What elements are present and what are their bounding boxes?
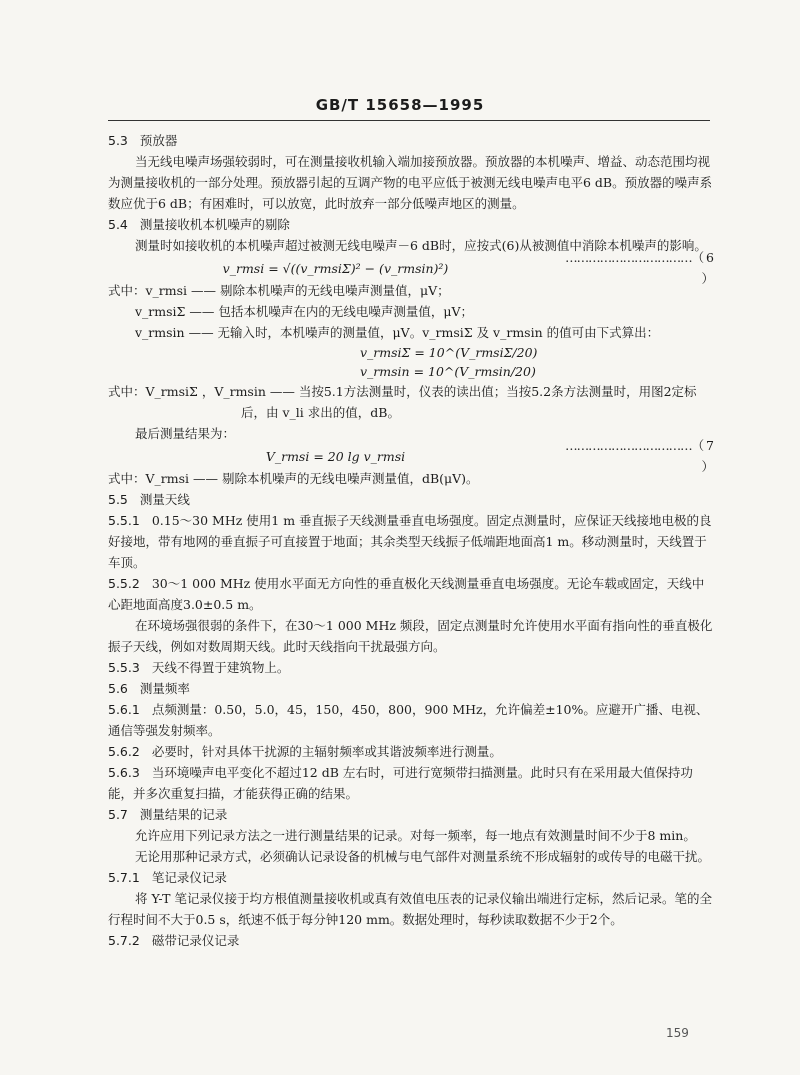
where-7: 式中：V_rmsi —— 剔除本机噪声的无线电噪声测量值，dB(μV)。 [108,471,479,486]
section-5-6-heading: 5.6 测量频率 [108,681,190,696]
header-rule [108,120,710,121]
document-body [108,130,713,951]
paragraph-5-6-3: 5.6.3 当环境噪声电平变化不超过12 dB 左右时，可进行宽频带扫描测量。此时只有在采用最大值保持功能，并多次重复扫描，才能获得正确的结果。 [108,765,693,801]
page-number: 159 [666,1026,689,1040]
paragraph-5-5-2: 5.5.2 30～1 000 MHz 使用水平面无方向性的垂直极化天线测量垂直电场强度。无论车载或固定，天线中心距地面高度3.0±0.5 m。 [108,576,705,612]
equation-6 [108,250,713,286]
paragraph-5-5-1: 5.5.1 0.15～30 MHz 使用1 m 垂直振子天线测量垂直电场强度。固定点测量时，应保证天线接地电极的良好接地，带有地网的垂直振子可直接置于地面；其余类型天线振子低端距地面高1 m。移动测量时，天线置于车顶。 [108,513,712,570]
equation-7 [108,438,713,474]
where-6-line-2: v_rmsiΣ —— 包括本机噪声在内的无线电噪声测量值，μV； [135,304,473,319]
paragraph-5-5-3: 5.5.3 天线不得置于建筑物上。 [108,660,290,675]
paragraph-5-7-1: 将 Y-T 笔记录仪接于均方根值测量接收机或真有效值电压表的记录仪输出端进行定标，然后记录。笔的全行程时间不大于0.5 s，纸速不低于每分钟120 mm。数据处理时，每秒读取数据不少于2个。 [108,891,712,927]
paragraph-5-4: 测量时如接收机的本机噪声超过被测无线电噪声－6 dB时，应按式(6)从被测值中消除本机噪声的影响。 [135,238,707,253]
equation-7-number: ……………………………（ 7 ） [565,438,713,474]
equation-7-formula: V_rmsi = 20 lg v_rmsi [265,448,406,464]
paragraph-5-3: 当无线电噪声场强较弱时，可在测量接收机输入端加接预放器。预放器的本机噪声、增益、动态范围均视为测量接收机的一部分处理。预放器引起的互调产物的电平应低于被测无线电噪声电平6 dB。预放器的噪声系数应优于6 dB；有困难时，可以放宽，此时放弃一部分低噪声地区的测量。 [108,154,713,211]
calc-equation-1: v_rmsiΣ = 10^(V_rmsiΣ/20) [360,345,538,360]
paragraph-5-7-a: 允许应用下列记录方法之一进行测量结果的记录。对每一频率，每一地点有效测量时间不少于8 min。 [135,828,696,843]
section-5-3-heading: 5.3 预放器 [108,133,178,148]
paragraph-5-6-1: 5.6.1 点频测量：0.50，5.0，45，150，450，800，900 MHz，允许偏差±10%。应避开广播、电视、通信等强发射频率。 [108,702,709,738]
equation-6-formula: v_rmsi = √((v_rmsiΣ)² − (v_rmsin)²) [222,260,449,276]
paragraph-5-7-b: 无论用那种记录方式，必须确认记录设备的机械与电气部件对测量系统不形成辐射的或传导的电磁干扰。 [135,849,711,864]
section-5-4-heading: 5.4 测量接收机本机噪声的剔除 [108,217,290,232]
where-V: 式中：V_rmsiΣ ，V_rmsin —— 当按5.1方法测量时，仪表的读出值；当按5.2条方法测量时，用图2定标后，由 v_li 求出的值，dB。 [108,384,697,420]
equation-6-number: ……………………………（ 6 ） [565,250,713,286]
where-6-line-3: v_rmsin —— 无输入时，本机噪声的测量值，μV。v_rmsiΣ 及 v_rmsin 的值可由下式算出： [135,325,660,340]
standard-header: GB/T 15658—1995 [315,96,485,114]
calc-equation-2: v_rmsin = 10^(V_rmsin/20) [360,364,536,379]
section-5-5-heading: 5.5 测量天线 [108,492,190,507]
final-result-intro: 最后测量结果为： [135,426,236,441]
section-5-7-heading: 5.7 测量结果的记录 [108,807,228,822]
paragraph-5-6-2: 5.6.2 必要时，针对具体干扰源的主辐射频率或其谐波频率进行测量。 [108,744,502,759]
where-6-line-1: 式中：v_rmsi —— 剔除本机噪声的无线电噪声测量值，μV； [108,283,450,298]
paragraph-5-5-2-continued: 在环境场强很弱的条件下，在30～1 000 MHz 频段，固定点测量时允许使用水平面有指向性的垂直极化振子天线，例如对数周期天线。此时天线指向干扰最强方向。 [108,618,713,654]
section-5-7-2-heading: 5.7.2 磁带记录仪记录 [108,933,240,948]
section-5-7-1-heading: 5.7.1 笔记录仪记录 [108,870,227,885]
